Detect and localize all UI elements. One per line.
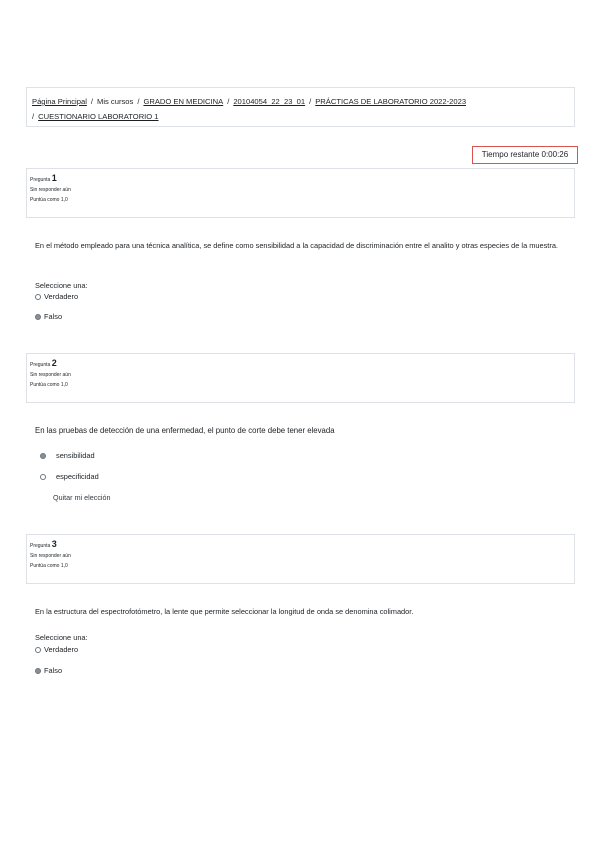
breadcrumb-section-link[interactable]: PRÁCTICAS DE LABORATORIO 2022-2023 [315, 97, 467, 106]
option-label: especificidad [56, 472, 99, 481]
breadcrumb-home-link[interactable]: Página Principal [32, 97, 87, 106]
question-number: 1 [51, 173, 57, 183]
question-2-text: En las pruebas de detección de una enfermedad, el punto de corte debe tener elevada [35, 426, 335, 435]
option-label: Falso [44, 312, 63, 321]
breadcrumb-degree-link[interactable]: GRADO EN MEDICINA [143, 97, 224, 106]
question-1-option-verdadero[interactable] [35, 292, 78, 302]
question-2-option-sensibilidad[interactable] [40, 451, 95, 461]
radio-unchecked-icon[interactable] [35, 294, 41, 300]
breadcrumb-my-courses: Mis cursos [97, 97, 134, 106]
breadcrumb-separator: / [32, 112, 35, 121]
question-label: Pregunta [30, 543, 51, 549]
option-label: sensibilidad [56, 451, 95, 460]
breadcrumb-separator: / [227, 97, 230, 106]
question-1-text: En el método empleado para una técnica analítica, se define como sensibilidad a la capacidad de discriminación entre el analito y otras especies de la muestra. [35, 241, 558, 250]
radio-checked-icon[interactable] [35, 668, 41, 674]
question-label: Pregunta [30, 177, 51, 183]
option-label: Verdadero [44, 292, 79, 301]
question-number: 2 [51, 358, 57, 368]
question-3-prompt: Seleccione una: [35, 633, 88, 642]
question-points: Puntúa como 1,0 [30, 197, 68, 203]
breadcrumb-quiz-link[interactable]: CUESTIONARIO LABORATORIO 1 [38, 112, 159, 121]
breadcrumb-separator: / [137, 97, 140, 106]
question-2-option-especificidad[interactable] [40, 472, 99, 482]
breadcrumb-separator: / [309, 97, 312, 106]
breadcrumb [26, 87, 575, 127]
radio-checked-icon[interactable] [35, 314, 41, 320]
breadcrumb-course-link[interactable]: 20104054_22_23_01 [233, 97, 306, 106]
question-points: Puntúa como 1,0 [30, 382, 68, 388]
radio-checked-icon[interactable] [40, 453, 46, 459]
question-3-option-verdadero[interactable] [35, 645, 78, 655]
question-label: Pregunta [30, 362, 51, 368]
radio-unchecked-icon[interactable] [40, 474, 46, 480]
question-1-info [26, 168, 575, 218]
question-number: 3 [51, 539, 57, 549]
question-status: Sin responder aún [30, 553, 71, 559]
time-remaining-timer: Tiempo restante 0:00:26 [472, 146, 578, 164]
radio-unchecked-icon[interactable] [35, 647, 41, 653]
question-2-info [26, 353, 575, 403]
question-status: Sin responder aún [30, 187, 71, 193]
question-1-option-falso[interactable] [35, 312, 62, 322]
option-label: Falso [44, 666, 63, 675]
question-3-text: En la estructura del espectrofotómetro, la lente que permite seleccionar la longitud de onda se denomina colimador. [35, 607, 414, 616]
option-label: Verdadero [44, 645, 79, 654]
question-3-option-falso[interactable] [35, 666, 62, 676]
breadcrumb-separator: / [90, 97, 94, 106]
question-status: Sin responder aún [30, 372, 71, 378]
question-3-info [26, 534, 575, 584]
clear-choice-link[interactable]: Quitar mi elección [53, 493, 111, 502]
question-1-prompt: Seleccione una: [35, 281, 88, 290]
question-points: Puntúa como 1,0 [30, 563, 68, 569]
